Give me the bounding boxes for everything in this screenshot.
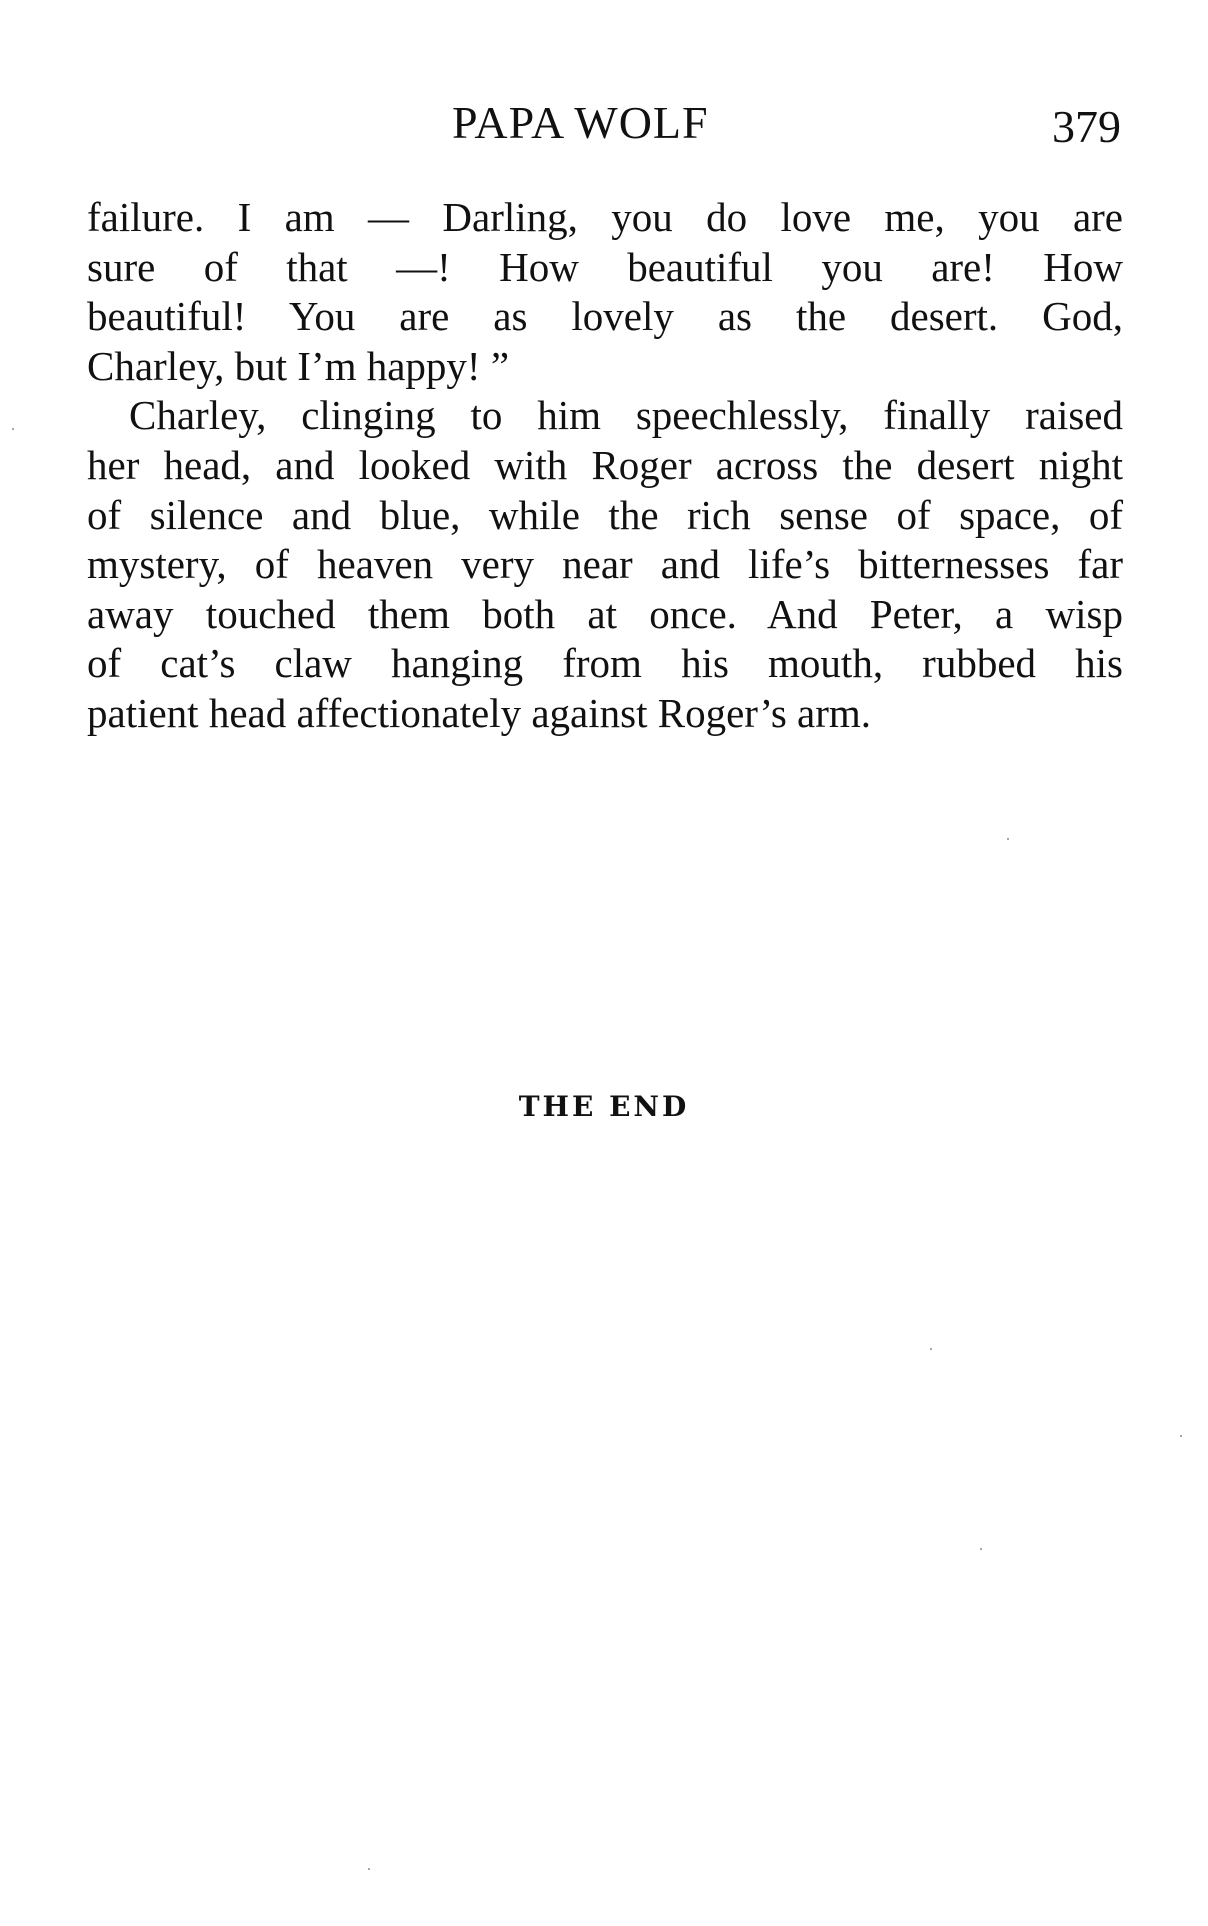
text-line: of silence and blue, while the rich sense of space, of [87, 491, 1123, 538]
scan-speck [1180, 1435, 1182, 1437]
scan-speck [980, 1548, 982, 1550]
text-line: of cat’s claw hanging from his mouth, rubbed his [87, 640, 1123, 687]
page-number: 379 [1052, 101, 1121, 152]
running-title: PAPA WOLF [452, 97, 709, 148]
text-line: Charley, clinging to him speechlessly, finally raised [129, 392, 1123, 439]
paragraph-final [87, 391, 1123, 738]
scan-speck [930, 1348, 932, 1350]
text-line: patient head affectionately against Roger’s arm. [87, 689, 872, 736]
text-line: her head, and looked with Roger across the desert night [87, 441, 1123, 488]
text-line: failure. I am — Darling, you do love me, you are [87, 194, 1123, 240]
text-line: mystery, of heaven very near and life’s bitternesses far [87, 541, 1123, 588]
scan-speck [12, 428, 14, 430]
the-end-heading: THE END [518, 1090, 690, 1123]
paragraph-continued [87, 193, 1123, 391]
scan-speck [1007, 838, 1009, 840]
text-line: Charley, but I’m happy! ” [87, 342, 510, 389]
text-line: sure of that —! How beautiful you are! How [87, 243, 1123, 290]
running-head [0, 96, 1208, 156]
text-line: beautiful! You are as lovely as the desert. God, [87, 293, 1123, 340]
text-line: away touched them both at once. And Peter, a wisp [87, 590, 1123, 637]
scan-speck [368, 1868, 370, 1870]
body-text [87, 193, 1123, 739]
